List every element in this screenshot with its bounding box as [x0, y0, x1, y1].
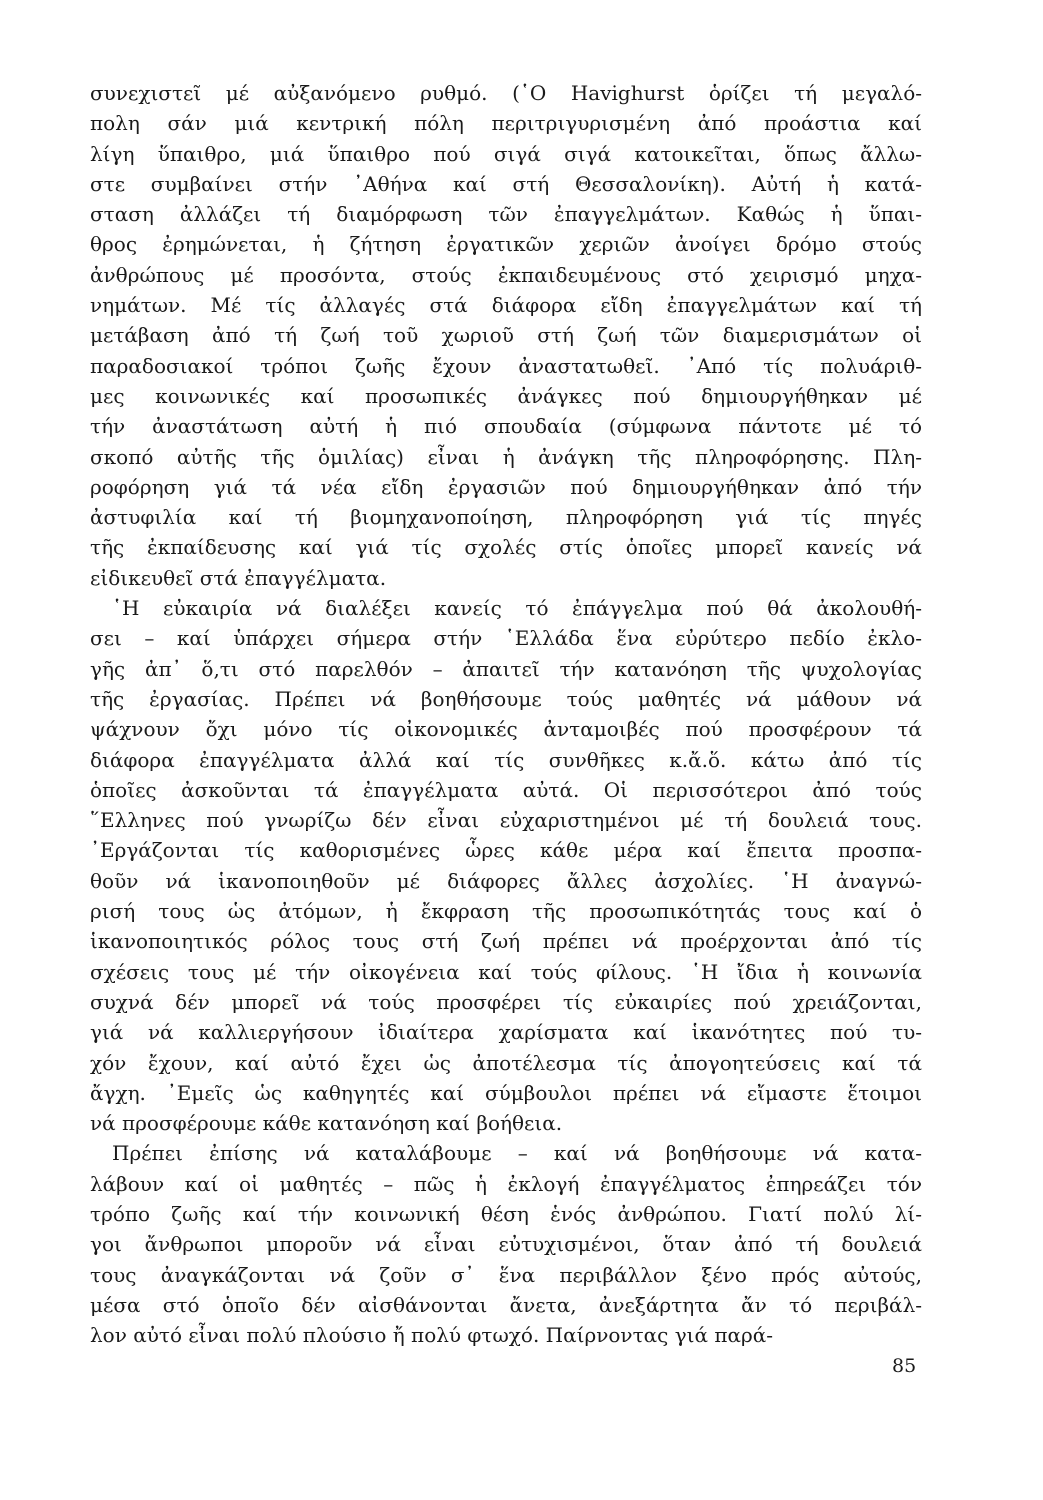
text-line: τήν ἀναστάτωση αὐτή ἡ πιό σπουδαία (σύμφωνα πάντοτε μέ τό — [90, 414, 922, 439]
text-line: νά προσφέρουμε κάθε κατανόηση καί βοήθεια. — [90, 1111, 563, 1136]
text-line: ὁποῖες ἀσκοῦνται τά ἐπαγγέλματα αὐτά. Οἱ περισσότεροι ἀπό τούς — [90, 777, 922, 802]
text-line: γοι ἄνθρωποι μποροῦν νά εἶναι εὐτυχισμένοι, ὅταν ἀπό τή δουλειά — [90, 1232, 922, 1257]
text-line: Πρέπει ἐπίσης νά καταλάβουμε – καί νά βοηθήσουμε νά κατα- — [112, 1141, 922, 1166]
text-line: ἀστυφιλία καί τή βιομηχανοποίηση, πληροφόρηση γιά τίς πηγές — [90, 505, 922, 530]
text-line: χόν ἔχουν, καί αὐτό ἔχει ὡς ἀποτέλεσμα τίς ἀπογοητεύσεις καί τά — [90, 1050, 922, 1075]
text-line: ἱκανοποιητικός ρόλος τους στή ζωή πρέπει νά προέρχονται ἀπό τίς — [90, 929, 922, 954]
text-line: μέσα στό ὁποῖο δέν αἰσθάνονται ἄνετα, ἀνεξάρτητα ἄν τό περιβάλ- — [90, 1292, 922, 1317]
page-number: 85 — [892, 1355, 917, 1377]
text-line: τρόπο ζωῆς καί τήν κοινωνική θέση ἑνός ἀνθρώπου. Γιατί πολύ λί- — [90, 1201, 922, 1226]
text-line: παραδοσιακοί τρόποι ζωῆς ἔχουν ἀναστατωθεῖ. ᾽Από τίς πολυάριθ- — [90, 353, 922, 378]
text-line: λον αὐτό εἶναι πολύ πλούσιο ἤ πολύ φτωχό. Παίρνοντας γιά παρά- — [90, 1323, 774, 1348]
text-line: ἄγχη. ᾽Εμεῖς ὡς καθηγητές καί σύμβουλοι πρέπει νά εἴμαστε ἕτοιμοι — [90, 1080, 922, 1105]
text-line: συχνά δέν μπορεῖ νά τούς προσφέρει τίς εὐκαιρίες πού χρειάζονται, — [90, 989, 922, 1014]
text-line: νημάτων. Μέ τίς ἀλλαγές στά διάφορα εἴδη ἐπαγγελμάτων καί τή — [90, 293, 922, 318]
text-line: ροφόρηση γιά τά νέα εἴδη ἐργασιῶν πού δημιουργήθηκαν ἀπό τήν — [90, 474, 922, 499]
text-line: γῆς ἀπ᾽ ὅ,τι στό παρελθόν – ἀπαιτεῖ τήν κατανόηση τῆς ψυχολογίας — [90, 656, 922, 681]
text-line: διάφορα ἐπαγγέλματα ἀλλά καί τίς συνθῆκες κ.ἄ.ὅ. κάτω ἀπό τίς — [90, 747, 922, 772]
text-line: ψάχνουν ὄχι μόνο τίς οἰκονομικές ἀνταμοιβές πού προσφέρουν τά — [90, 717, 922, 742]
text-line: θρος ἐρημώνεται, ἡ ζήτηση ἐργατικῶν χεριῶν ἀνοίγει δρόμο στούς — [90, 232, 922, 257]
text-line: ᾽Εργάζονται τίς καθορισμένες ὧρες κάθε μέρα καί ἔπειτα προσπα- — [90, 838, 922, 863]
text-line: μες κοινωνικές καί προσωπικές ἀνάγκες πού δημιουργήθηκαν μέ — [90, 383, 922, 408]
text-line: στε συμβαίνει στήν ᾽Αθήνα καί στή Θεσσαλονίκη). Αὐτή ἡ κατά- — [90, 171, 922, 196]
text-line: σει – καί ὑπάρχει σήμερα στήν ῾Ελλάδα ἕνα εὐρύτερο πεδίο ἐκλο- — [90, 626, 922, 651]
text-line: ἀνθρώπους μέ προσόντα, στούς ἐκπαιδευμένους στό χειρισμό μηχα- — [90, 262, 922, 287]
text-line: τους ἀναγκάζονται νά ζοῦν σ᾽ ἕνα περιβάλλον ξένο πρός αὐτούς, — [90, 1262, 922, 1287]
text-line: πολη σάν μιά κεντρική πόλη περιτριγυρισμένη ἀπό προάστια καί — [90, 111, 922, 136]
text-line: λίγη ὕπαιθρο, μιά ὕπαιθρο πού σιγά σιγά κατοικεῖται, ὅπως ἄλλω- — [90, 141, 922, 166]
paragraph-2 — [90, 593, 922, 1138]
text-line: λάβουν καί οἱ μαθητές – πῶς ἡ ἐκλογή ἐπαγγέλματος ἐπηρεάζει τόν — [90, 1171, 922, 1196]
text-line: σταση ἀλλάζει τή διαμόρφωση τῶν ἐπαγγελμάτων. Καθώς ἡ ὕπαι- — [90, 202, 922, 227]
text-line: ῞Ελληνες πού γνωρίζω δέν εἶναι εὐχαριστημένοι μέ τή δουλειά τους. — [90, 808, 922, 833]
paragraph-1 — [90, 78, 922, 593]
text-line: γιά νά καλλιεργήσουν ἰδιαίτερα χαρίσματα καί ἱκανότητες πού τυ- — [90, 1020, 922, 1045]
text-line: μετάβαση ἀπό τή ζωή τοῦ χωριοῦ στή ζωή τῶν διαμερισμάτων οἱ — [90, 323, 922, 348]
text-line: συνεχιστεῖ μέ αὐξανόμενο ρυθμό. (῾Ο Havighurst ὁρίζει τή μεγαλό- — [90, 81, 922, 105]
text-line: τῆς ἐργασίας. Πρέπει νά βοηθήσουμε τούς μαθητές νά μάθουν νά — [90, 686, 922, 711]
text-line: θοῦν νά ἱκανοποιηθοῦν μέ διάφορες ἄλλες ἀσχολίες. ῾Η ἀναγνώ- — [90, 868, 922, 893]
text-line: σκοπό αὐτῆς τῆς ὁμιλίας) εἶναι ἡ ἀνάγκη τῆς πληροφόρησης. Πλη- — [90, 444, 922, 469]
body-text — [90, 78, 922, 1350]
text-line: τῆς ἐκπαίδευσης καί γιά τίς σχολές στίς ὁποῖες μπορεῖ κανείς νά — [90, 535, 922, 560]
text-line: ῾Η εὐκαιρία νά διαλέξει κανείς τό ἐπάγγελμα πού θά ἀκολουθή- — [112, 596, 922, 621]
paragraph-3 — [90, 1138, 922, 1350]
text-line: ρισή τους ὡς ἀτόμων, ἡ ἔκφραση τῆς προσωπικότητάς τους καί ὁ — [90, 899, 922, 924]
text-line: εἰδικευθεῖ στά ἐπαγγέλματα. — [90, 565, 387, 590]
text-line: σχέσεις τους μέ τήν οἰκογένεια καί τούς φίλους. ῾Η ἴδια ἡ κοινωνία — [90, 959, 922, 984]
